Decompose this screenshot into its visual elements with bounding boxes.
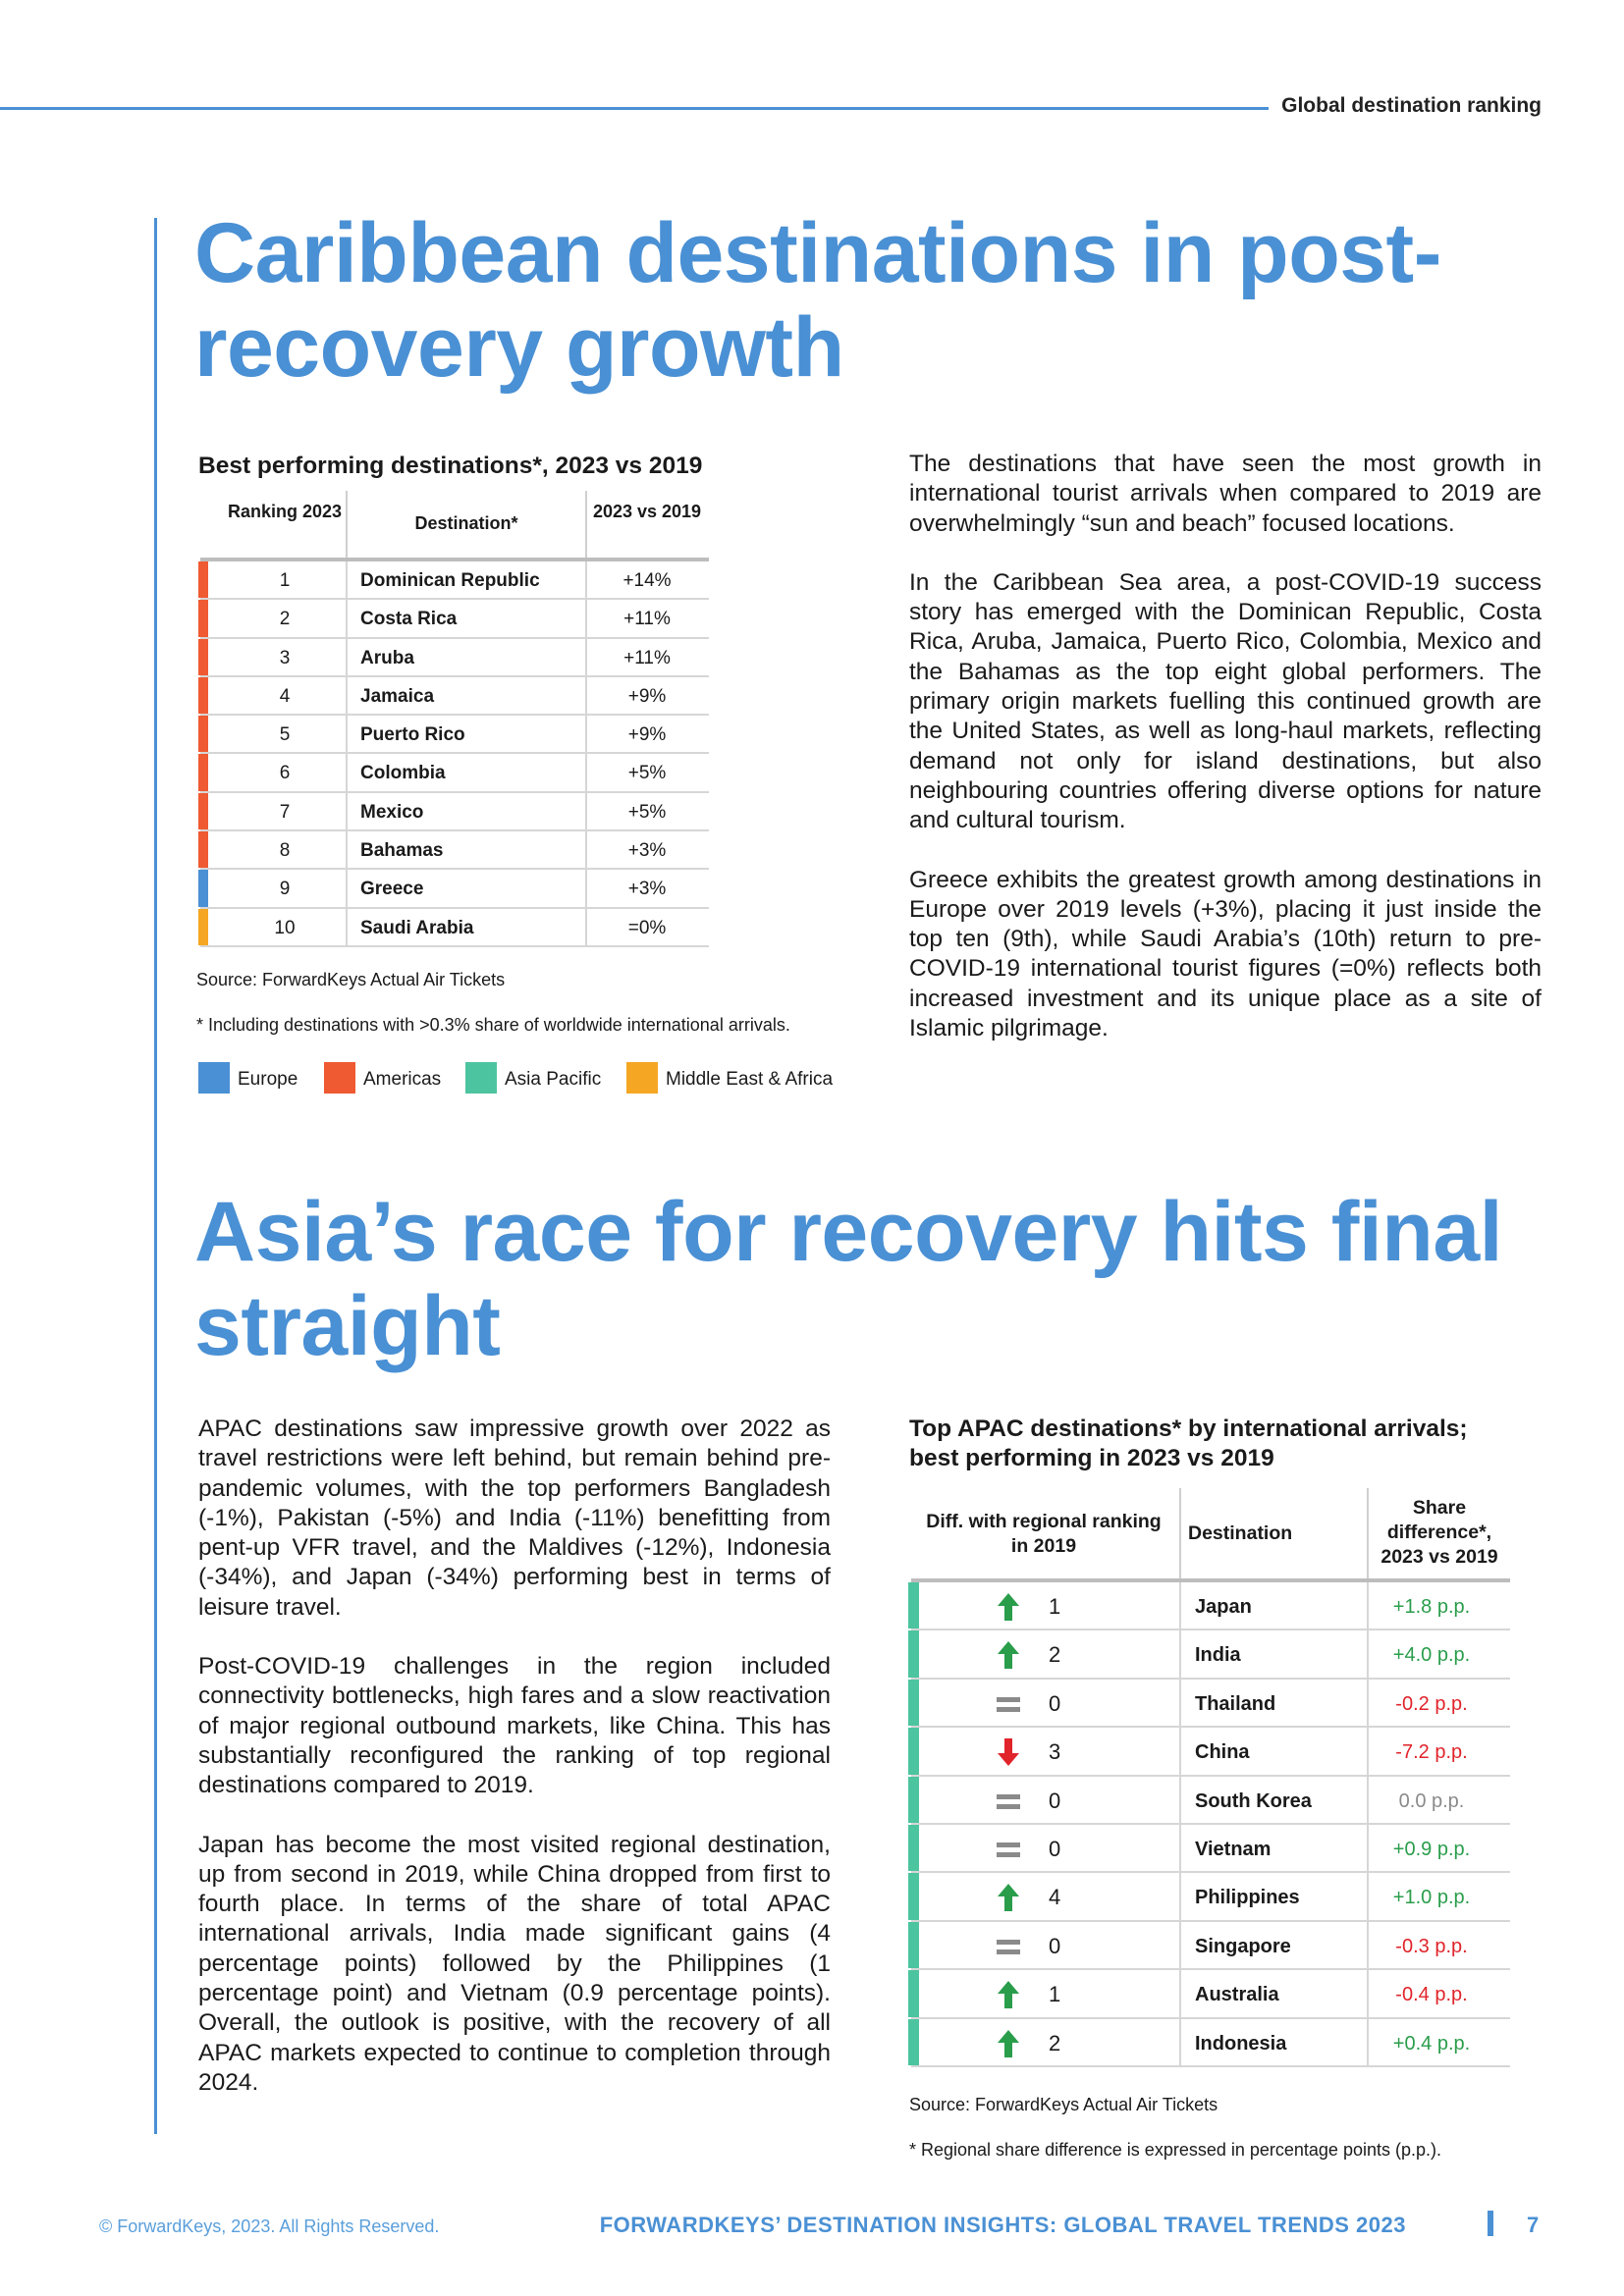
equal-icon bbox=[996, 1835, 1021, 1864]
destination-cell: Costa Rica bbox=[360, 609, 458, 630]
table1-row bbox=[200, 639, 709, 677]
region-color-strip bbox=[908, 2019, 919, 2065]
best-destinations-table bbox=[200, 491, 709, 947]
destination-cell: Philippines bbox=[1195, 1887, 1300, 1909]
share-diff-cell: -0.3 p.p. bbox=[1395, 1935, 1468, 1957]
footer-publication-title: FORWARDKEYS’ DESTINATION INSIGHTS: GLOBAL TRAVEL TRENDS 2023 bbox=[599, 2213, 1406, 2237]
destination-cell: Greece bbox=[360, 879, 424, 900]
rank-diff-cell: 0 bbox=[1049, 1788, 1061, 1813]
col-diff-header: Diff. with regional ranking in 2019 bbox=[926, 1511, 1162, 1557]
destination-cell: Thailand bbox=[1195, 1692, 1276, 1715]
equal-icon bbox=[996, 1932, 1021, 1961]
region-color-strip bbox=[198, 716, 208, 752]
region-color-strip bbox=[908, 1970, 919, 2016]
equal-icon bbox=[996, 1787, 1021, 1816]
section1-paragraph-2: In the Caribbean Sea area, a post-COVID-19 success story has emerged with the Dominican Republic, Costa Rica, Aruba, Jamaica, Puerto Rico, Colombia, Mexico and the Bahamas as the top eight global performers. The primary origin markets fuelling this continued growth are the United States, as well as long-haul markets, reflecting demand not only for island destinations, but also neighbouring countries offering diverse options for nature and cultural tourism. bbox=[909, 568, 1542, 834]
col-destination-header: Destination* bbox=[414, 513, 518, 533]
destination-cell: Indonesia bbox=[1195, 2032, 1287, 2055]
section1-body bbox=[909, 450, 1542, 1073]
rank-cell: 10 bbox=[274, 917, 296, 938]
change-cell: +14% bbox=[623, 570, 672, 591]
footer-divider bbox=[1488, 2211, 1493, 2236]
running-title: Global destination ranking bbox=[1281, 94, 1542, 117]
table1-source: Source: ForwardKeys Actual Air Tickets bbox=[196, 970, 506, 989]
rank-diff-cell: 2 bbox=[1049, 1642, 1061, 1668]
region-color-strip bbox=[908, 1873, 919, 1919]
destination-cell: Jamaica bbox=[360, 685, 435, 707]
header-rule bbox=[0, 107, 1269, 110]
table2-row bbox=[911, 1873, 1510, 1921]
arrow-up-icon bbox=[996, 1640, 1021, 1670]
destination-cell: South Korea bbox=[1195, 1789, 1312, 1812]
change-cell: =0% bbox=[627, 917, 667, 938]
section2-paragraph-3: Japan has become the most visited regional destination, up from second in 2019, while China dropped from first to fourth place. In terms of the share of total APAC international arrivals, India made significant gains (4 percentage points) followed by the Philippines (1 percentage point) and Vietnam (0.9 percentage points). Overall, the outlook is positive, with the recovery of all APAC markets expected to continue to completion through 2024. bbox=[198, 1831, 831, 2096]
section1-title bbox=[194, 206, 1441, 395]
destination-cell: Dominican Republic bbox=[360, 570, 540, 591]
apac-destinations-table bbox=[911, 1488, 1510, 2067]
legend-swatch-americas bbox=[324, 1062, 355, 1094]
region-color-strip bbox=[198, 909, 208, 945]
region-color-strip bbox=[908, 1825, 919, 1871]
destination-cell: Saudi Arabia bbox=[360, 917, 474, 938]
table2-footnote: * Regional share difference is expressed in percentage points (p.p.). bbox=[909, 2140, 1441, 2160]
table2-row bbox=[911, 1680, 1510, 1728]
table1-header bbox=[200, 491, 709, 558]
change-cell: +11% bbox=[623, 647, 671, 668]
change-cell: +9% bbox=[627, 724, 667, 746]
legend-swatch-europe bbox=[198, 1062, 230, 1094]
region-color-strip bbox=[908, 1922, 919, 1968]
table1-footnote: * Including destinations with >0.3% share of worldwide international arrivals. bbox=[196, 1015, 790, 1035]
region-color-strip bbox=[908, 1728, 919, 1774]
footer-copyright: © ForwardKeys, 2023. All Rights Reserved. bbox=[99, 2216, 440, 2236]
share-diff-cell: 0.0 p.p. bbox=[1398, 1789, 1465, 1812]
rank-diff-cell: 0 bbox=[1049, 1836, 1061, 1861]
section2-body bbox=[198, 1415, 831, 2127]
section2-title bbox=[194, 1185, 1502, 1373]
region-color-strip bbox=[198, 754, 208, 790]
section1-paragraph-1: The destinations that have seen the most growth in international tourist arrivals when compared to 2019 are overwhelmingly “sun and beach” focused locations. bbox=[909, 451, 1542, 537]
section2-paragraph-1: APAC destinations saw impressive growth over 2022 as travel restrictions were left behind, but remain behind pre-pandemic volumes, with the top performers Bangladesh (-1%), Pakistan (-5%) and India (-11%) benefitting from pent-up VFR travel, and the Maldives (-12%), Indonesia (-34%), and Japan (-34%) performing best in terms of leisure travel. bbox=[198, 1415, 831, 1621]
table2-source: Source: ForwardKeys Actual Air Tickets bbox=[909, 2095, 1218, 2114]
legend-swatch-middle-east-africa bbox=[626, 1062, 658, 1094]
table2-title-line2: best performing in 2023 vs 2019 bbox=[909, 1445, 1274, 1471]
region-color-strip bbox=[198, 870, 208, 906]
region-color-strip bbox=[198, 561, 208, 598]
section2-paragraph-2: Post-COVID-19 challenges in the region included connectivity bottlenecks, high fares and a slow reactivation of major regional outbound markets, like China. This has substantially reconfigured the ranking of top regional destinations compared to 2019. bbox=[198, 1653, 831, 1799]
share-diff-cell: +1.8 p.p. bbox=[1392, 1596, 1471, 1618]
rank-cell: 2 bbox=[279, 609, 291, 630]
share-diff-cell: +1.0 p.p. bbox=[1392, 1887, 1471, 1909]
table1-row bbox=[200, 754, 709, 792]
arrow-up-icon bbox=[996, 1592, 1021, 1622]
region-color-strip bbox=[198, 639, 208, 675]
table1-row bbox=[200, 909, 709, 947]
rank-diff-cell: 2 bbox=[1049, 2030, 1061, 2056]
section1-paragraph-3: Greece exhibits the greatest growth among destinations in Europe over 2019 levels (+3%), placing it just inside the top ten (9th), while Saudi Arabia’s (10th) return to pre-COVID-19 international tourist figures (=0%) reflects both increased investment and its unique place as a site of Islamic pilgrimage. bbox=[909, 866, 1542, 1042]
arrow-down-icon bbox=[996, 1737, 1021, 1767]
change-cell: +11% bbox=[623, 609, 671, 630]
share-diff-cell: +0.9 p.p. bbox=[1392, 1838, 1471, 1860]
destination-cell: Vietnam bbox=[1195, 1838, 1272, 1860]
rank-cell: 5 bbox=[279, 724, 291, 746]
table2-row bbox=[911, 1582, 1510, 1630]
arrow-up-icon bbox=[996, 2029, 1021, 2058]
rank-cell: 6 bbox=[279, 763, 291, 784]
region-color-strip bbox=[908, 1680, 919, 1726]
rank-diff-cell: 4 bbox=[1049, 1885, 1061, 1910]
region-color-strip bbox=[908, 1630, 919, 1677]
col-change-header: 2023 vs 2019 bbox=[592, 502, 702, 521]
share-diff-cell: +4.0 p.p. bbox=[1392, 1644, 1471, 1667]
legend-label-americas: Americas bbox=[363, 1069, 442, 1090]
table2-row bbox=[911, 1922, 1510, 1970]
table1-row bbox=[200, 561, 709, 600]
destination-cell: Singapore bbox=[1195, 1935, 1291, 1957]
table2-body bbox=[911, 1582, 1510, 2067]
rank-cell: 8 bbox=[279, 840, 291, 862]
equal-icon bbox=[996, 1689, 1021, 1719]
rank-diff-cell: 0 bbox=[1049, 1933, 1061, 1958]
region-color-strip bbox=[198, 600, 208, 636]
change-cell: +3% bbox=[627, 879, 667, 900]
rank-cell: 1 bbox=[279, 570, 291, 591]
destination-cell: Australia bbox=[1195, 1984, 1279, 2006]
table1-row bbox=[200, 793, 709, 831]
section1-title-line1: Caribbean destinations in post- bbox=[194, 206, 1441, 300]
table1-row bbox=[200, 831, 709, 870]
change-cell: +5% bbox=[627, 763, 667, 784]
region-color-strip bbox=[198, 793, 208, 829]
rank-cell: 3 bbox=[279, 647, 291, 668]
region-color-strip bbox=[908, 1582, 919, 1629]
destination-cell: Puerto Rico bbox=[360, 724, 465, 746]
table1-body bbox=[200, 561, 709, 947]
col-share-header: Share difference*, 2023 vs 2019 bbox=[1380, 1497, 1498, 1568]
legend-label-middle-east-africa: Middle East & Africa bbox=[666, 1069, 834, 1090]
destination-cell: China bbox=[1195, 1741, 1250, 1764]
table2-row bbox=[911, 1970, 1510, 2018]
section2-title-line1: Asia’s race for recovery hits final bbox=[194, 1185, 1503, 1279]
destination-cell: Mexico bbox=[360, 801, 424, 823]
table2-row bbox=[911, 1630, 1510, 1679]
legend-label-europe: Europe bbox=[238, 1069, 298, 1090]
rank-diff-cell: 1 bbox=[1049, 1594, 1061, 1619]
destination-cell: Colombia bbox=[360, 763, 446, 784]
col-ranking-header: Ranking 2023 bbox=[227, 502, 343, 521]
table1-row bbox=[200, 716, 709, 754]
table1-row bbox=[200, 870, 709, 908]
destination-cell: Aruba bbox=[360, 647, 414, 668]
rank-cell: 4 bbox=[279, 685, 291, 707]
table1-row bbox=[200, 677, 709, 716]
legend-swatch-asia-pacific bbox=[465, 1062, 497, 1094]
table2-row bbox=[911, 1777, 1510, 1825]
table2-row bbox=[911, 1825, 1510, 1873]
table1-title: Best performing destinations*, 2023 vs 2019 bbox=[198, 453, 703, 479]
rank-diff-cell: 3 bbox=[1049, 1739, 1061, 1765]
table2-header bbox=[911, 1488, 1510, 1578]
region-color-strip bbox=[908, 1777, 919, 1823]
page-number: 7 bbox=[1527, 2213, 1540, 2237]
destination-cell: Japan bbox=[1195, 1596, 1252, 1618]
section2-title-line2: straight bbox=[194, 1279, 501, 1373]
section1-title-line2: recovery growth bbox=[194, 300, 844, 395]
change-cell: +9% bbox=[627, 685, 667, 707]
rank-cell: 7 bbox=[279, 801, 291, 823]
arrow-up-icon bbox=[996, 1883, 1021, 1912]
table2-row bbox=[911, 2019, 1510, 2067]
table2-title-line1: Top APAC destinations* by international arrivals; bbox=[909, 1415, 1468, 1442]
change-cell: +5% bbox=[627, 801, 667, 823]
region-color-strip bbox=[198, 831, 208, 868]
table2-title bbox=[909, 1415, 1468, 1473]
share-diff-cell: -0.2 p.p. bbox=[1395, 1692, 1468, 1715]
col-destination-header: Destination bbox=[1188, 1522, 1293, 1544]
rank-cell: 9 bbox=[279, 879, 291, 900]
section-accent-bar bbox=[154, 218, 157, 2134]
change-cell: +3% bbox=[627, 840, 667, 862]
rank-diff-cell: 1 bbox=[1049, 1982, 1061, 2007]
legend-label-asia-pacific: Asia Pacific bbox=[505, 1069, 602, 1090]
destination-cell: India bbox=[1195, 1644, 1241, 1667]
destination-cell: Bahamas bbox=[360, 840, 444, 862]
share-diff-cell: -0.4 p.p. bbox=[1395, 1984, 1468, 2006]
share-diff-cell: +0.4 p.p. bbox=[1392, 2032, 1471, 2055]
table2-row bbox=[911, 1728, 1510, 1776]
table1-row bbox=[200, 600, 709, 638]
region-color-strip bbox=[198, 677, 208, 714]
share-diff-cell: -7.2 p.p. bbox=[1395, 1741, 1468, 1764]
arrow-up-icon bbox=[996, 1980, 1021, 2009]
rank-diff-cell: 0 bbox=[1049, 1690, 1061, 1716]
